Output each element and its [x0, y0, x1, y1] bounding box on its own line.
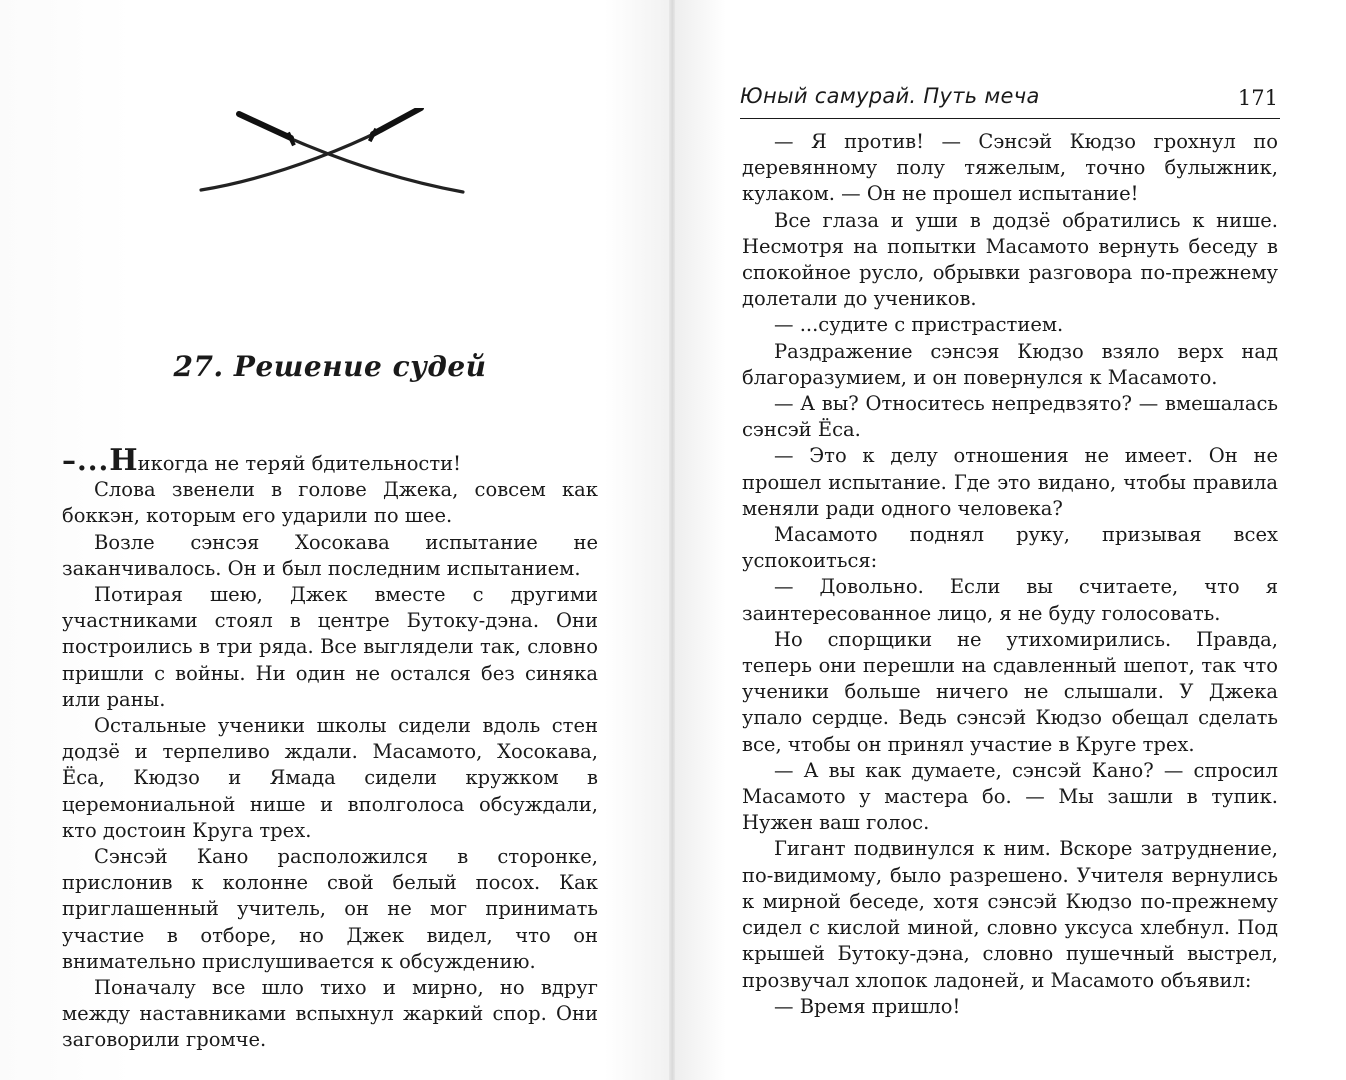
left-page-text [62, 443, 598, 1054]
paragraph: — А вы? Относитесь непредвзято? — вмешалась сэнсэй Ёса. [742, 392, 1278, 442]
crossed-swords-icon [195, 108, 470, 198]
paragraph: Сэнсэй Кано расположился в сторонке, прислонив к колонне свой белый посох. Как приглашенный учитель, он не мог принимать участие в отборе, но Джек видел, что он внимательно прислушивается к обсуждению. [62, 845, 598, 973]
paragraph: Масамото поднял руку, призывая всех успокоиться: [742, 523, 1278, 573]
paragraph: Гигант подвинулся к ним. Вскоре затруднение, по-видимому, было разрешено. Учителя вернулись к мирной беседе, хотя сэнсэй Кюдзо по-прежнему сидел с кислой миной, словно уксуса хлебнул. Под крышей Бутоку-дэна, словно пушечный выстрел, прозвучал хлопок ладоней, и Масамото объявил: [742, 837, 1278, 992]
paragraph: — ...судите с пристрастием. [774, 313, 1064, 337]
paragraph: Но спорщики не утихомирились. Правда, теперь они перешли на сдавленный шепот, так что ученики больше ничего не слышали. У Джека упало сердце. Ведь сэнсэй Кюдзо обещал сделать все, чтобы он принял участие в Круге трех. [742, 627, 1278, 756]
page-number: 171 [1237, 86, 1278, 110]
opening-dash: –... [62, 444, 110, 477]
right-page-text [742, 129, 1278, 1020]
paragraph: Возле сэнсэя Хосокава испытание не заканчивалось. Он и был последним испытанием. [62, 530, 598, 580]
paragraph: Остальные ученики школы сидели вдоль стен додзё и терпеливо ждали. Масамото, Хосокава, Ёса, Кюдзо и Ямада сидели кружком в церемониальной нише и вполголоса обсуждали, кто достоин Круга трех. [62, 714, 598, 842]
chapter-title: 27. Решение судей [173, 350, 487, 383]
paragraph: Слова звенели в голове Джека, совсем как боккэн, которым его ударили по шее. [62, 478, 598, 528]
paragraph: — А вы как думаете, сэнсэй Кано? — спросил Масамото у мастера бо. — Мы зашли в тупик. Нужен ваш голос. [742, 758, 1278, 835]
paragraph: Все глаза и уши в додзё обратились к нише. Несмотря на попытки Масамото вернуть беседу в спокойное русло, обрывки разговора по-прежнему долетали до учеников. [742, 208, 1278, 311]
paragraph: — Это к делу отношения не имеет. Он не прошел испытание. Где это видано, чтобы правила меняли ради одного человека? [742, 444, 1278, 520]
running-title: Юный самурай. Путь меча [740, 84, 1040, 108]
left-page [0, 0, 672, 1080]
running-header [740, 82, 1280, 119]
paragraph: Раздражение сэнсэя Кюдзо взяло верх над благоразумием, и он повернулся к Масамото. [742, 339, 1278, 389]
book-gutter [669, 0, 675, 1080]
drop-cap-letter: Н [109, 443, 138, 478]
paragraph: Поначалу все шло тихо и мирно, но вдруг между наставниками вспыхнул жаркий спор. Они заговорили громче. [62, 976, 598, 1052]
paragraph: — Я против! — Сэнсэй Кюдзо грохнул по деревянному полу тяжелым, точно булыжник, кулаком. — Он не прошел испытание! [742, 130, 1278, 206]
paragraph: Потирая шею, Джек вместе с другими участниками стоял в центре Бутоку-дэна. Они построились в три ряда. Все выглядели так, словно пришли с войны. Ни один не остался без синяка или раны. [62, 583, 598, 711]
paragraph: — Время пришло! [774, 994, 961, 1018]
opening-paragraph [62, 443, 598, 478]
opening-line-text: икогда не теряй бдительности! [137, 452, 461, 475]
paragraph: — Довольно. Если вы считаете, что я заинтересованное лицо, я не буду голосовать. [742, 575, 1278, 625]
